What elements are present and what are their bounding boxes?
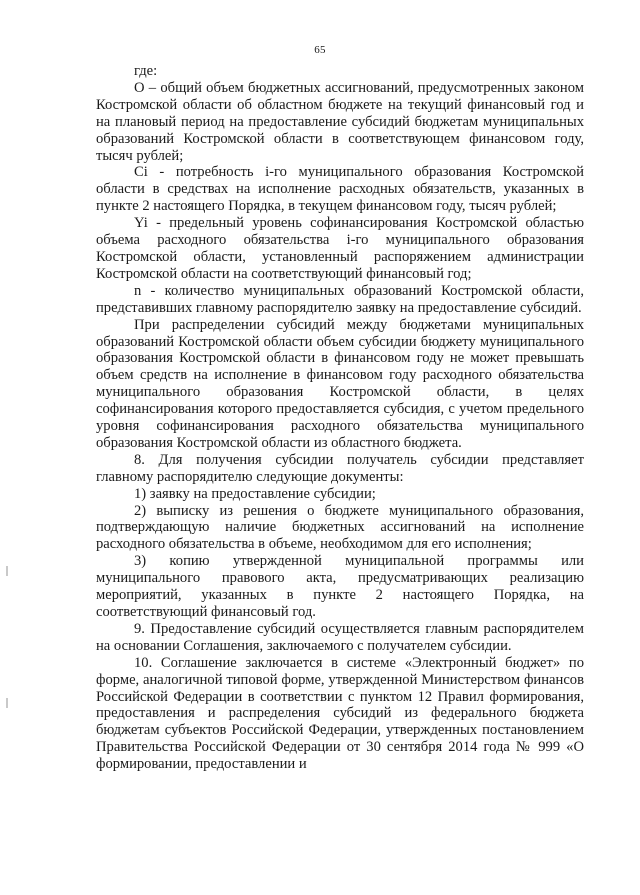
- paragraph-where: где:: [134, 63, 158, 79]
- paragraph-definition-o: О – общий объем бюджетных ассигнований, предусмотренных законом Костромской области об областном бюджете на текущий финансовый год и на плановый период на предоставление субсидий бюджетам муниципальных образований Костромской области в соответствующем финансовом году, тысяч рублей;: [96, 79, 584, 164]
- paragraph-definition-n: n - количество муниципальных образований Костромской области, представивших главному распорядителю заявку на предоставление субсидий.: [96, 282, 584, 316]
- scan-edge-mark-bottom: [6, 698, 8, 708]
- scan-edge-mark-top: [6, 566, 8, 576]
- paragraph-clause-9: 9. Предоставление субсидий осуществляется главным распорядителем на основании Соглашения, заключаемого с получателем субсидии.: [96, 620, 584, 654]
- paragraph-item-2: 2) выписку из решения о бюджете муниципального образования, подтверждающую наличие бюджетных ассигнований на исполнение расходного обязательства в объеме, необходимом для его исполнения;: [96, 502, 584, 553]
- paragraph-definition-ci: Ci - потребность i-го муниципального образования Костромской области в средствах на исполнение расходных обязательств, указанных в пункте 2 настоящего Порядка, в текущем финансовом году, тысяч рублей;: [96, 164, 584, 215]
- paragraph-clause-10: 10. Соглашение заключается в системе «Электронный бюджет» по форме, аналогичной типовой форме, утвержденной Министерством финансов Российской Федерации в соответствии с пунктом 12 Правил формирования, предоставления и распределения субсидий из федерального бюджета бюджетам субъектов Российской Федерации, утвержденных постановлением Правительства Российской Федерации от 30 сентября 2014 года № 999 «О формировании, предоставлении и: [96, 654, 584, 773]
- paragraph-item-1: 1) заявку на предоставление субсидии;: [134, 485, 376, 502]
- paragraph-clause-8: 8. Для получения субсидии получатель субсидии представляет главному распорядителю следующие документы:: [96, 451, 584, 485]
- paragraph-definition-yi: Yi - предельный уровень софинансирования Костромской областью объема расходного обязательства i-го муниципального образования Костромской области, установленный распоряжением администрации Костромской области на соответствующий финансовый год;: [96, 215, 584, 282]
- page-number: 65: [314, 44, 326, 56]
- document-body: [96, 63, 584, 773]
- paragraph-distribution: При распределении субсидий между бюджетами муниципальных образований Костромской области объем субсидии бюджету муниципального образования Костромской области в финансовом году не может превышать объем средств на исполнение в финансовом году расходного обязательства муниципального образования Костромской области, в целях софинансирования которого предоставляется субсидия, с учетом предельного уровня софинансирования расходного обязательства муниципального образования Костромской области из областного бюджета.: [96, 316, 584, 451]
- paragraph-item-3: 3) копию утвержденной муниципальной программы или муниципального правового акта, предусматривающих реализацию мероприятий, указанных в пункте 2 настоящего Порядка, на соответствующий финансовый год.: [96, 553, 584, 620]
